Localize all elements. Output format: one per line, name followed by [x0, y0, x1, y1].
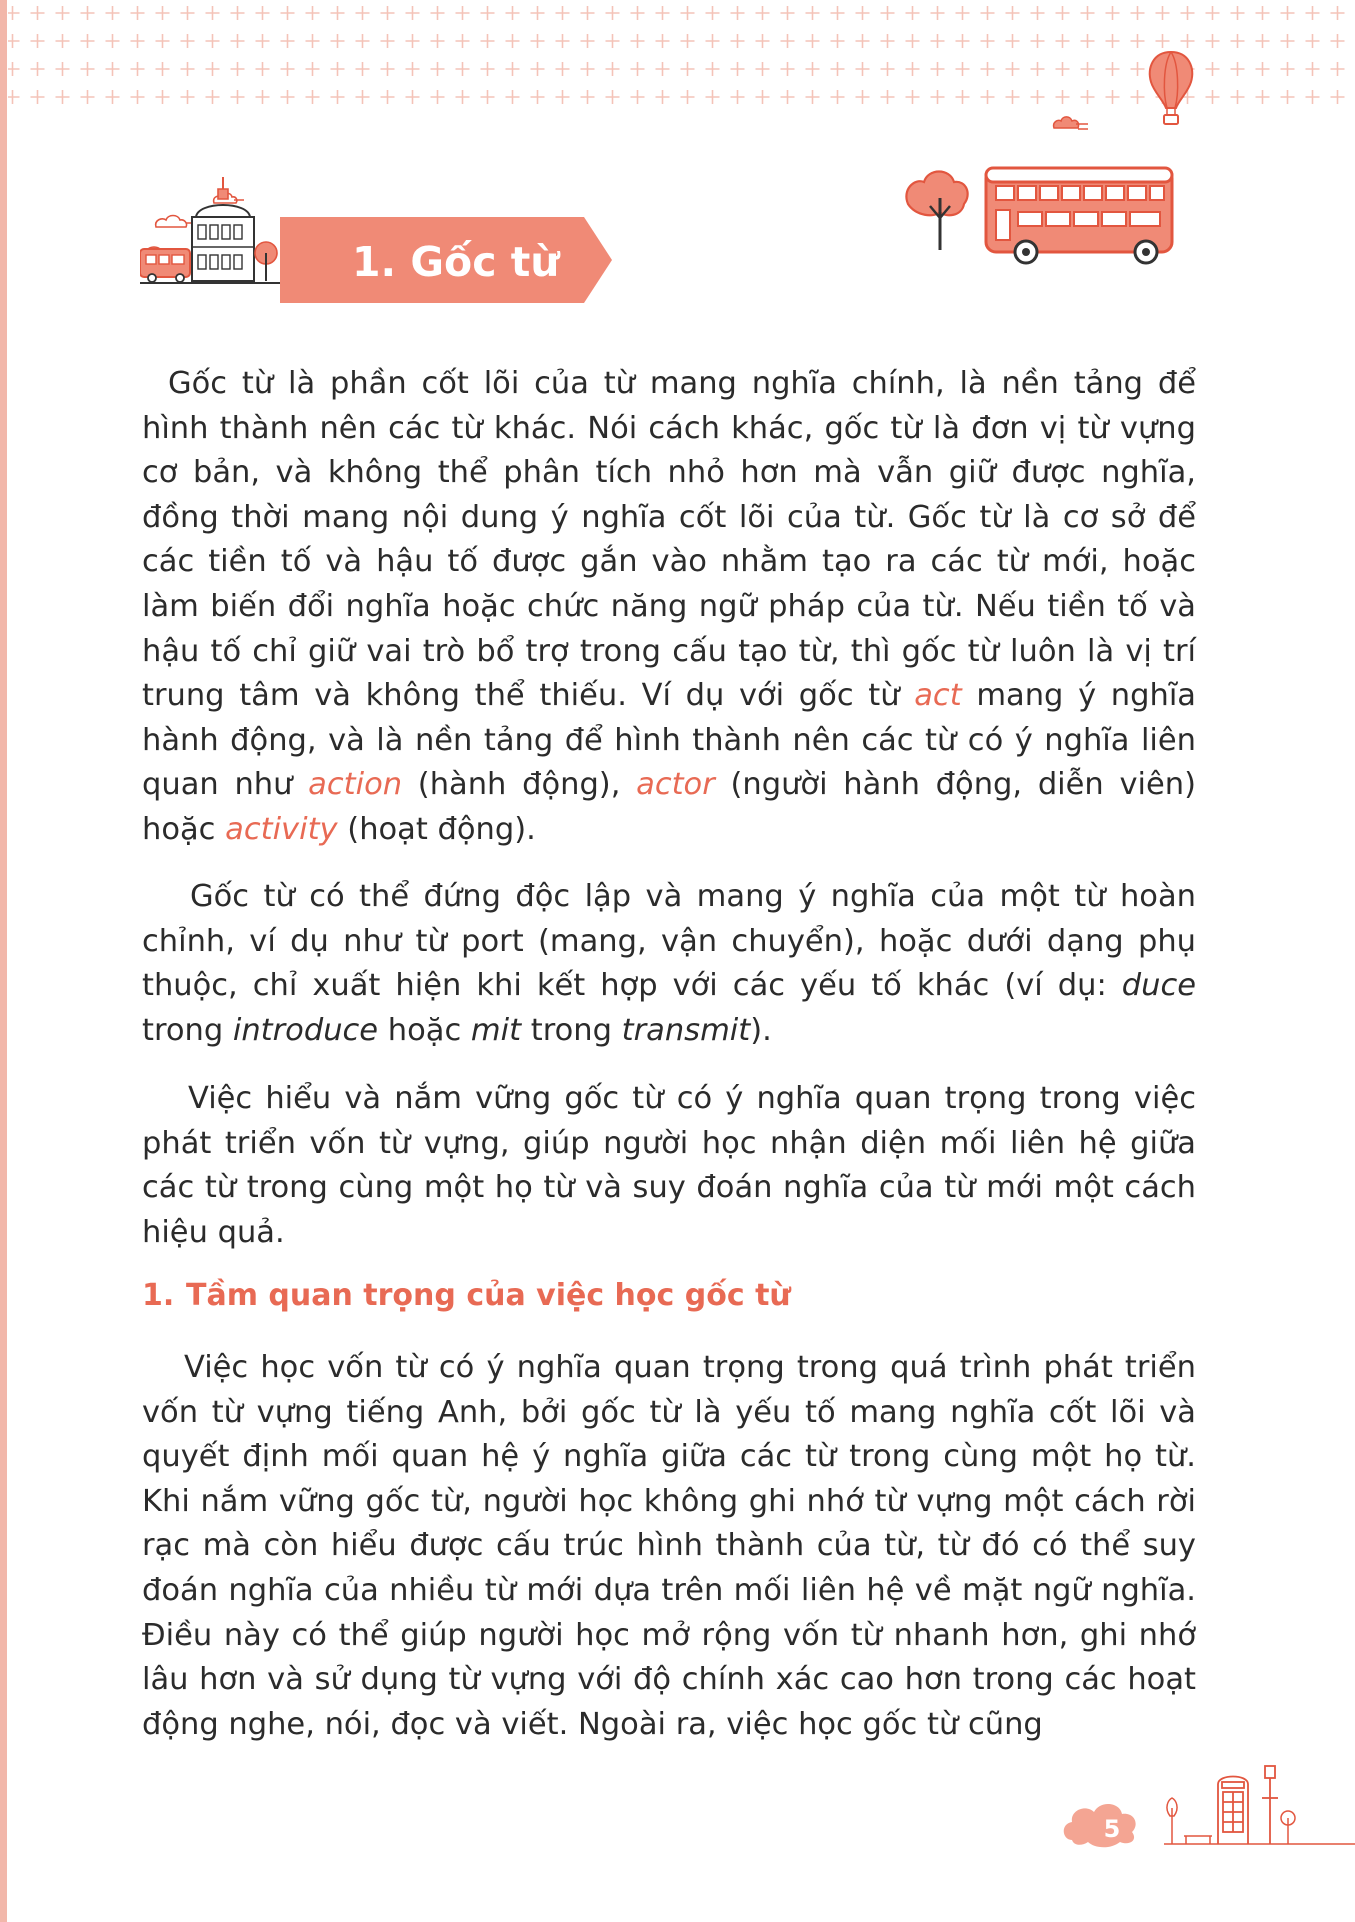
- p2-text-3: hoặc: [378, 1012, 471, 1048]
- building-icon: [192, 177, 254, 281]
- bench-icon: [1184, 1836, 1212, 1844]
- bus-icon: [900, 160, 1180, 270]
- example-word-introduce: introduce: [232, 1012, 379, 1048]
- paragraph-3: [142, 1077, 1196, 1255]
- p1-text-5: (hoạt động).: [337, 811, 536, 847]
- p2-text-5: ).: [750, 1012, 772, 1048]
- p1-text-4: (người hành động, diễn viên) hoặc: [142, 767, 1196, 847]
- tree-icon: [255, 242, 277, 281]
- example-word-activity: activity: [225, 811, 338, 847]
- example-word-transmit: transmit: [621, 1012, 751, 1048]
- section-heading: [142, 1278, 791, 1313]
- page-edge: [0, 0, 7, 1922]
- balloon-icon: [1145, 50, 1197, 130]
- p1-text-1: Gốc từ là phần cốt lõi của từ mang nghĩa chính, là nền tảng để hình thành nên các từ khác. Nói cách khác, gốc từ là đơn vị từ vựng cơ bản, và không thể phân tích nhỏ hơn mà vẫn giữ được nghĩa, đồng thời mang nội dung ý nghĩa cốt lõi của từ. Gốc từ là cơ sở để các tiền tố và hậu tố được gắn vào nhằm tạo ra các từ mới, hoặc làm biến đổi nghĩa hoặc chức năng ngữ pháp của từ. Nếu tiền tố và hậu tố chỉ giữ vai trò bổ trợ trong cấu tạo từ, thì gốc từ luôn là vị trí trung tâm và không thể thiếu. Ví dụ với gốc từ: [142, 366, 1196, 714]
- phone-booth-icon: [1218, 1777, 1248, 1845]
- p1-text-3: (hành động),: [402, 767, 637, 803]
- p2-text-1: Gốc từ có thể đứng độc lập và mang ý nghĩa của một từ hoàn chỉnh, ví dụ như từ port (mang, vận chuyển), hoặc dưới dạng phụ thuộc, chỉ xuất hiện khi kết hợp với các yếu tố khác (ví dụ:: [142, 879, 1196, 1004]
- mini-bus-icon: [140, 249, 190, 282]
- section-number: 1.: [142, 1278, 175, 1313]
- p2-text-4: trong: [521, 1012, 622, 1048]
- p3-text: Việc hiểu và nắm vững gốc từ có ý nghĩa quan trọng trong việc phát triển vốn từ vựng, giúp người học nhận diện mối liên hệ giữa các từ trong cùng một họ từ và suy đoán nghĩa của từ mới một cách hiệu quả.: [142, 1081, 1196, 1250]
- section-title: Tầm quan trọng của việc học gốc từ: [186, 1278, 791, 1313]
- chapter-title: 1. Gốc từ: [352, 238, 560, 286]
- street-lamp-icon: [1262, 1766, 1278, 1844]
- example-word-actor: actor: [636, 767, 715, 803]
- tree-icon: [1167, 1798, 1177, 1844]
- example-root-duce: duce: [1121, 968, 1196, 1004]
- example-word-action: action: [308, 767, 403, 803]
- p4-text: Việc học vốn từ có ý nghĩa quan trọng trong quá trình phát triển vốn từ vựng tiếng Anh, bởi gốc từ là yếu tố mang nghĩa cốt lõi và quyết định mối quan hệ ý nghĩa giữa các từ trong cùng một họ từ. Khi nắm vững gốc từ, người học không ghi nhớ từ vựng một cách rời rạc mà còn hiểu được cấu trúc hình thành của từ, từ đó có thể suy đoán nghĩa của nhiều từ mới dựa trên mối liên hệ về mặt ngữ nghĩa. Điều này có thể giúp người học mở rộng vốn từ nhanh hơn, ghi nhớ lâu hơn và sử dụng từ vựng với độ chính xác cao hơn trong các hoạt động nghe, nói, đọc và viết. Ngoài ra, việc học gốc từ cũng: [142, 1350, 1196, 1742]
- tree-icon: [1281, 1811, 1295, 1844]
- page-number: 5: [1103, 1815, 1121, 1843]
- example-root-mit: mit: [470, 1012, 522, 1048]
- example-word-act: act: [914, 678, 962, 714]
- p1-text-2: mang ý nghĩa hành động, và là nền tảng để hình thành nên các từ có ý nghĩa liên quan như: [142, 678, 1196, 803]
- paragraph-4: [142, 1346, 1196, 1747]
- tree-icon: [906, 172, 967, 251]
- p2-text-2: trong: [142, 1012, 233, 1048]
- paragraph-1: [142, 362, 1196, 853]
- paragraph-2: [142, 875, 1196, 1053]
- cloud-icon: [1050, 112, 1090, 134]
